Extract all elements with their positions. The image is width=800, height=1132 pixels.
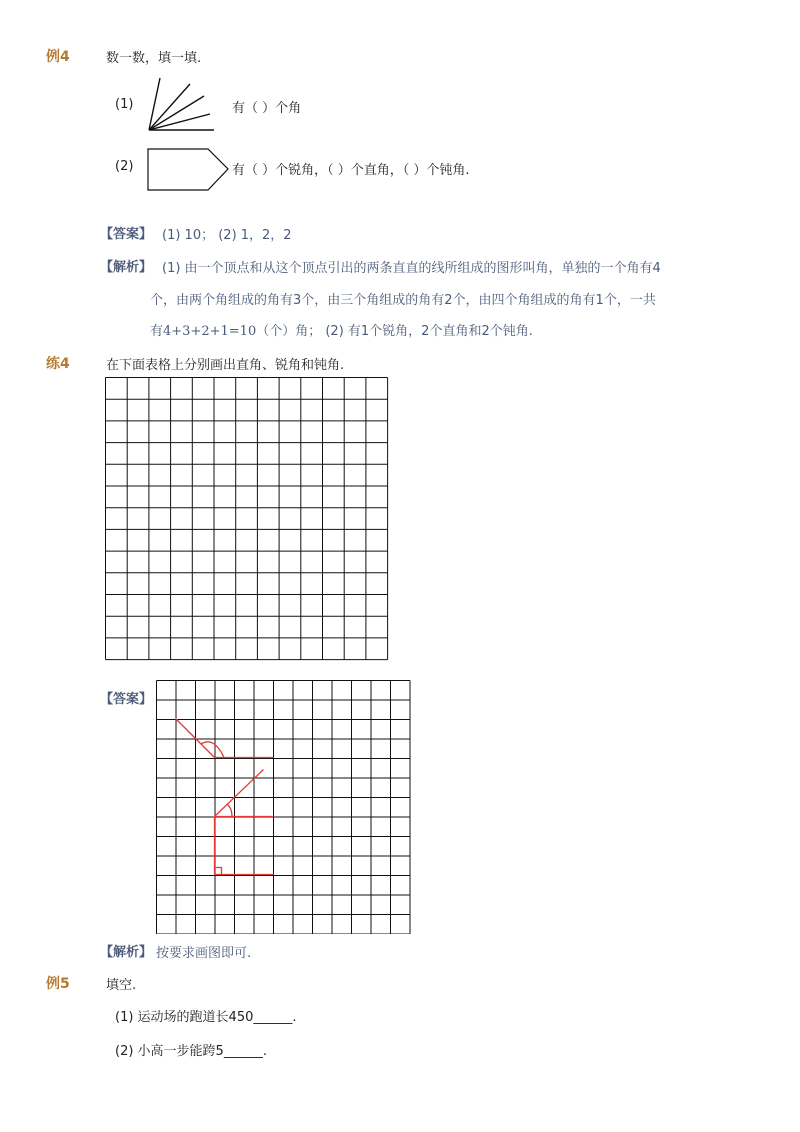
analysis-line-3-suffix: （个）角； (2) 有1个锐角，2个直角和2个钝角.	[256, 324, 533, 339]
acute-angle-drawing	[215, 770, 274, 817]
analysis-tag: 【解析】	[100, 260, 153, 275]
question-1-text: 有（ ）个角	[232, 101, 302, 116]
example-4-label: 例4	[46, 49, 70, 65]
question-2-number: (2)	[115, 159, 134, 174]
example-5-label: 例5	[46, 976, 70, 992]
practice-analysis-text: 按要求画图即可.	[156, 946, 252, 961]
question-2-text: 有（ ）个锐角，（ ）个直角，（ ）个钝角.	[232, 163, 470, 178]
example-5-question-2: (2) 小高一步能跨5______.	[115, 1044, 267, 1059]
analysis-line-1: (1) 由一个顶点和从这个顶点引出的两条直直的线所组成的图形叫角，单独的一个角有4	[162, 261, 661, 276]
analysis-line-3-prefix: 有	[150, 324, 164, 339]
analysis-line-2: 个，由两个角组成的角有3个，由三个角组成的角有2个，由四个角组成的角有1个，一共	[150, 293, 656, 308]
angle-rays-figure	[140, 72, 220, 137]
practice-analysis-tag: 【解析】	[100, 945, 153, 960]
right-angle-drawing	[215, 817, 274, 875]
obtuse-angle-drawing	[176, 719, 274, 758]
example-5-instruction: 填空.	[106, 978, 137, 993]
blank-grid	[105, 377, 389, 661]
answer-grid	[156, 680, 411, 934]
example-4-instruction: 数一数，填一填.	[106, 51, 202, 66]
example-5-question-1: (1) 运动场的跑道长450______.	[115, 1010, 297, 1025]
analysis-line-3	[150, 320, 533, 339]
pentagon-figure	[144, 146, 234, 194]
practice-4-label: 练4	[46, 356, 70, 372]
practice-answer-tag: 【答案】	[100, 692, 153, 707]
question-1-number: (1)	[115, 97, 134, 112]
analysis-formula: 4+3+2+1=10	[163, 324, 257, 339]
practice-4-instruction: 在下面表格上分别画出直角、锐角和钝角.	[106, 358, 345, 373]
answer-text: (1) 10； (2) 1，2，2	[162, 228, 292, 243]
answer-tag: 【答案】	[100, 227, 153, 242]
